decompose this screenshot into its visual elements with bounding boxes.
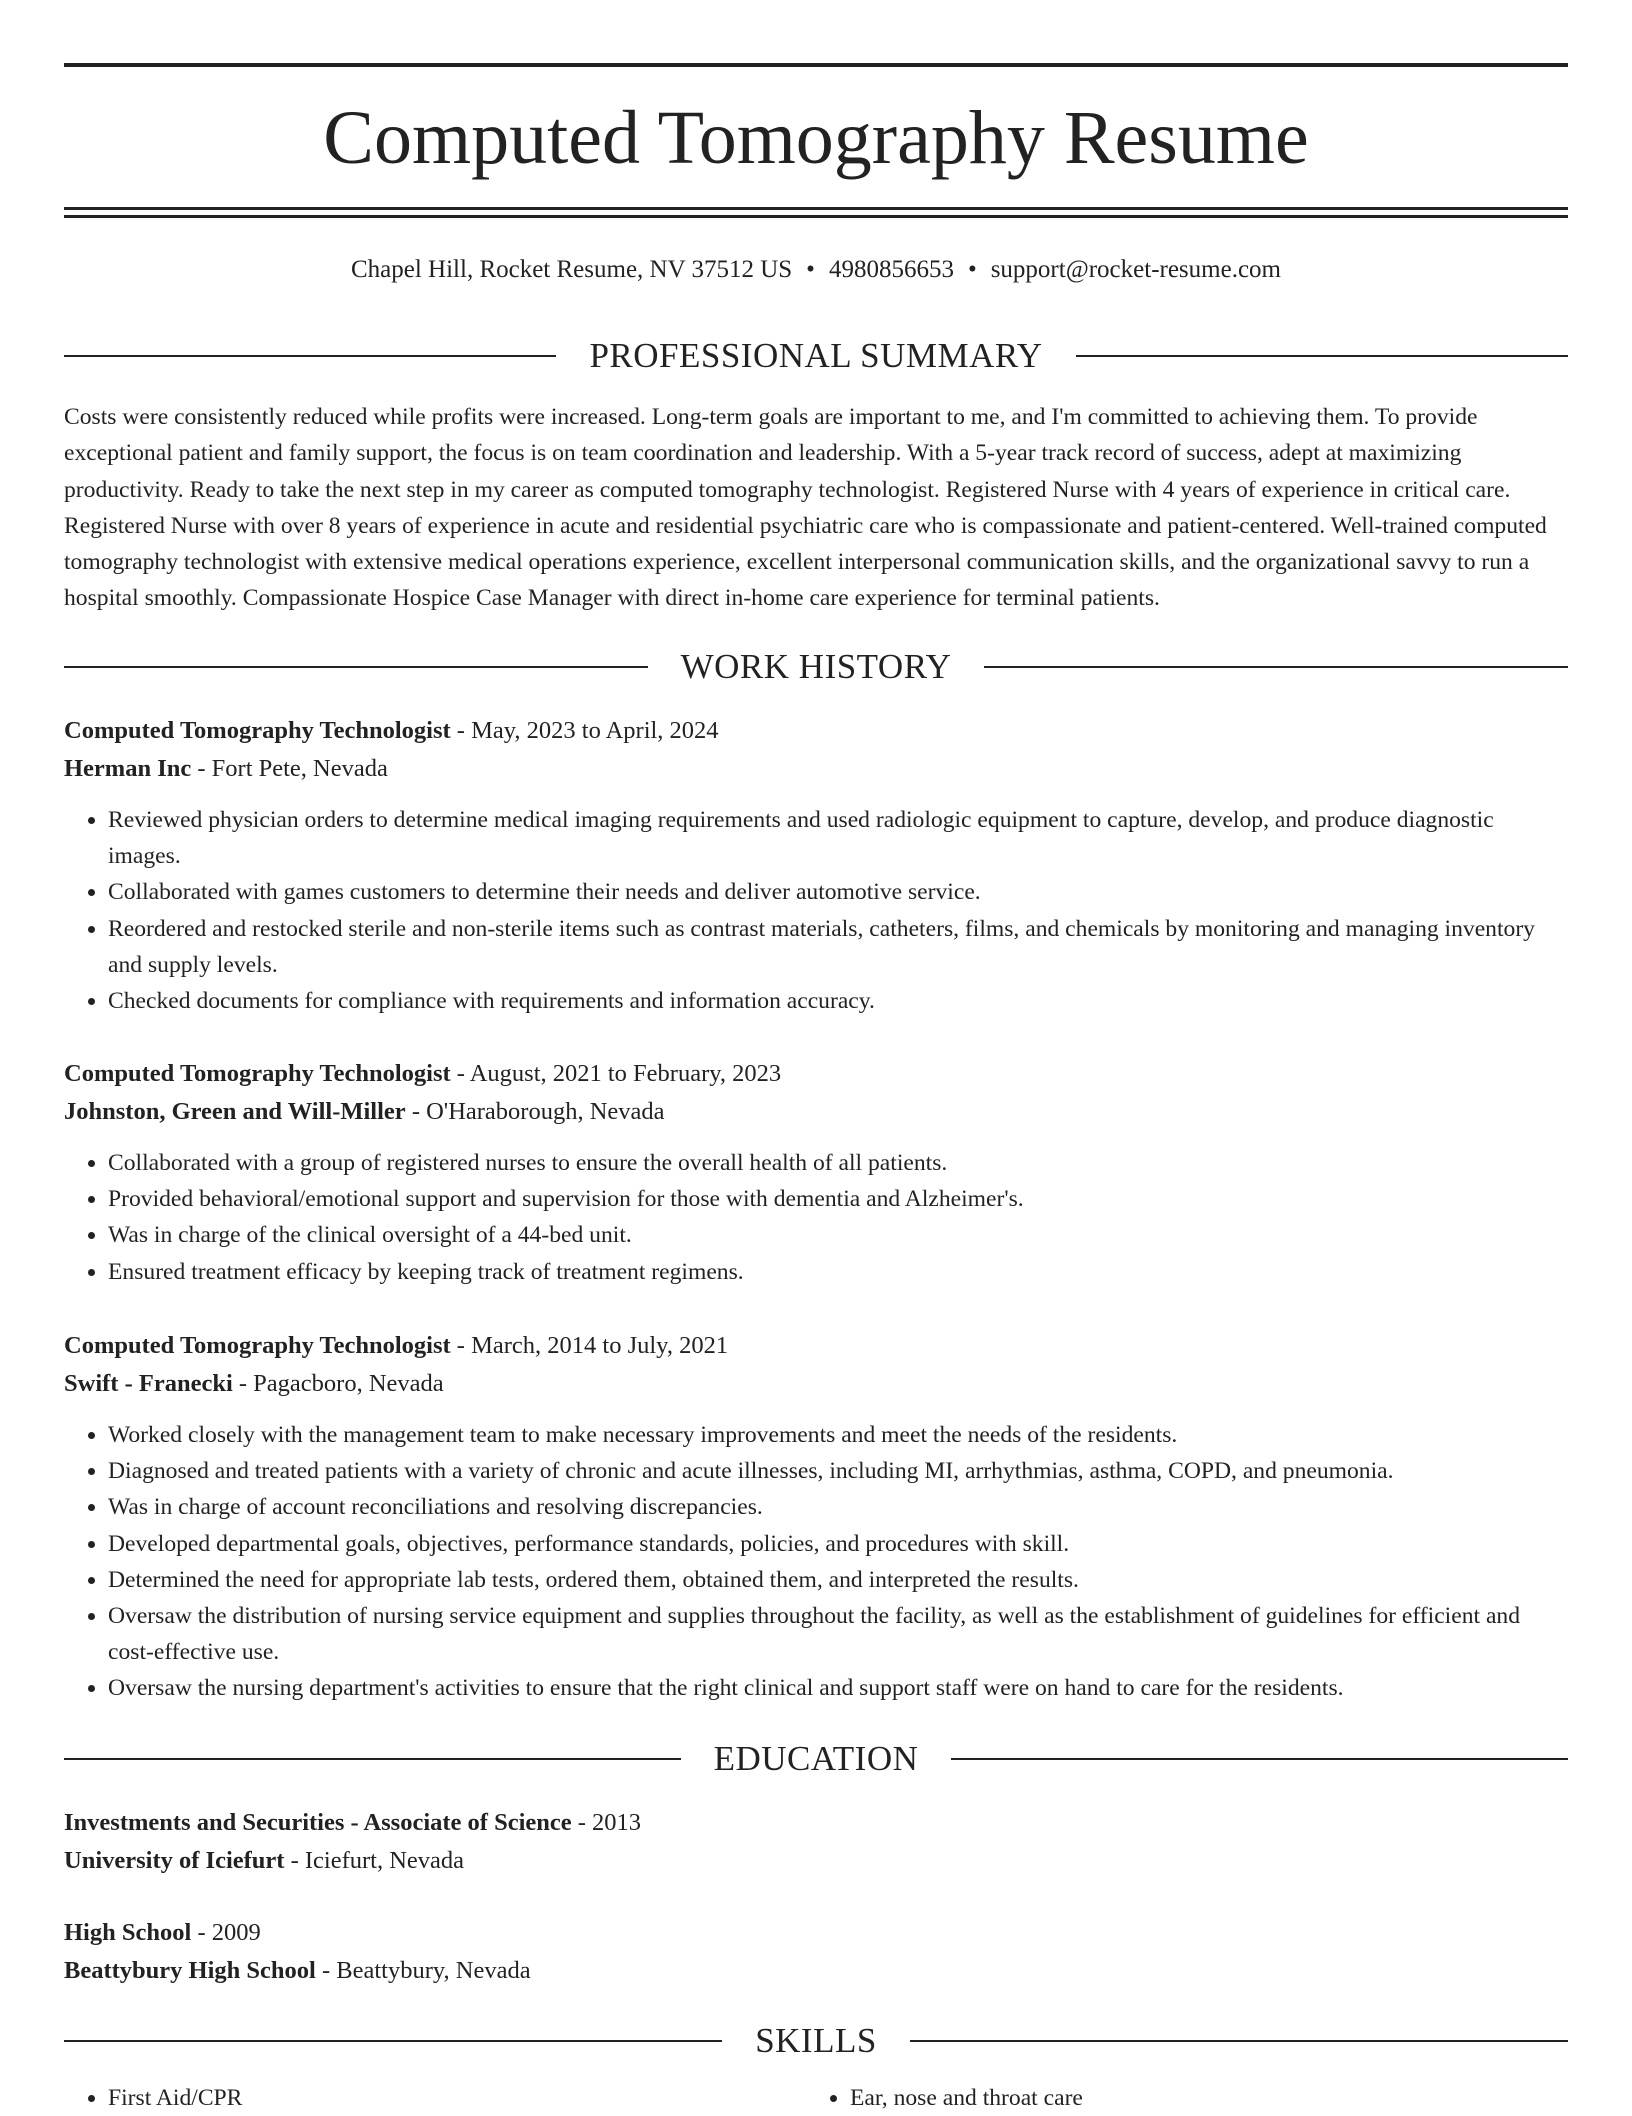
job-title-line xyxy=(64,712,1568,750)
heading-rule xyxy=(64,2040,722,2042)
job-entry xyxy=(64,712,1568,1019)
section-title: PROFESSIONAL SUMMARY xyxy=(589,336,1043,375)
job-location: - Fort Pete, Nevada xyxy=(191,755,388,782)
job-bullet: • Collaborated with games customers to determine their needs and deliver automotive service. xyxy=(108,874,1568,910)
job-bullet: • Was in charge of account reconciliations and resolving discrepancies. xyxy=(108,1489,1568,1525)
contact-separator: • xyxy=(967,256,977,283)
work-history-heading xyxy=(64,645,1568,689)
job-title-line xyxy=(64,1327,1568,1365)
section-title: SKILLS xyxy=(755,2021,877,2060)
section-title: EDUCATION xyxy=(713,1739,919,1778)
education-heading xyxy=(64,1737,1568,1781)
job-entry xyxy=(64,1327,1568,1707)
title-double-rule xyxy=(64,207,1568,218)
heading-rule xyxy=(64,666,648,668)
skills-column-right xyxy=(806,2080,1548,2116)
job-bullet: • Oversaw the distribution of nursing service equipment and supplies throughout the facility, as well as the establishment of guidelines for efficient and cost-effective use. xyxy=(108,1598,1568,1670)
skills-list xyxy=(64,2080,1568,2116)
job-bullet: • Reviewed physician orders to determine medical imaging requirements and used radiologic equipment to capture, develop, and produce diagnostic images. xyxy=(108,802,1568,874)
contact-phone: 4980856653 xyxy=(828,256,954,283)
contact-email: support@rocket-resume.com xyxy=(990,256,1281,283)
job-title: Computed Tomography Technologist xyxy=(64,1332,451,1359)
job-bullet: • Was in charge of the clinical oversight of a 44-bed unit. xyxy=(108,1217,1568,1253)
job-company-line xyxy=(64,1365,1568,1403)
education-school-line xyxy=(64,1952,1568,1990)
job-bullet: • Diagnosed and treated patients with a variety of chronic and acute illnesses, including MI, arrhythmias, asthma, COPD, and pneumonia. xyxy=(108,1453,1568,1489)
job-bullet: • Reordered and restocked sterile and non-sterile items such as contrast materials, catheters, films, and chemicals by monitoring and managing inventory and supply levels. xyxy=(108,911,1568,983)
job-bullets xyxy=(64,1145,1568,1290)
heading-rule xyxy=(1076,355,1568,357)
job-bullet: • Oversaw the nursing department's activities to ensure that the right clinical and support staff were on hand to care for the residents. xyxy=(108,1670,1568,1706)
contact-separator: • xyxy=(806,256,815,283)
heading-rule xyxy=(910,2040,1568,2042)
job-bullet: • Developed departmental goals, objectives, performance standards, policies, and procedures with skill. xyxy=(108,1526,1568,1562)
summary-heading xyxy=(64,334,1568,378)
job-company-line xyxy=(64,750,1568,788)
job-bullets xyxy=(64,802,1568,1019)
job-bullet: • Determined the need for appropriate lab tests, ordered them, obtained them, and interpreted the results. xyxy=(108,1562,1568,1598)
resume-title: Computed Tomography Resume xyxy=(323,96,1309,180)
contact-address: Chapel Hill, Rocket Resume, NV 37512 US xyxy=(350,256,793,283)
skills-heading xyxy=(64,2019,1568,2063)
skill-item: • First Aid/CPR xyxy=(108,2080,806,2116)
job-bullets xyxy=(64,1417,1568,1707)
education-degree-line xyxy=(64,1804,1568,1842)
job-bullet: • Checked documents for compliance with requirements and information accuracy. xyxy=(108,983,1568,1019)
job-title-line xyxy=(64,1055,1568,1093)
job-dates: - March, 2014 to July, 2021 xyxy=(450,1332,729,1359)
education-school: Beattybury High School xyxy=(64,1957,316,1984)
job-location: - Pagacboro, Nevada xyxy=(232,1370,444,1397)
skill-item: • Ear, nose and throat care xyxy=(850,2080,1548,2116)
education-degree: Investments and Securities - Associate of Science xyxy=(64,1809,572,1836)
heading-rule xyxy=(64,355,556,357)
education-school: University of Iciefurt xyxy=(64,1847,285,1874)
job-bullet: • Ensured treatment efficacy by keeping track of treatment regimens. xyxy=(108,1254,1568,1290)
summary-text: Costs were consistently reduced while profits were increased. Long-term goals are important to me, and I'm committed to achieving them. To provide exceptional patient and family support, the focus is on team coordination and leadership. With a 5-year track record of success, adept at maximizing productivity. Ready to take the next step in my career as computed tomography technologist. Registered Nurse with 4 years of experience in critical care. Registered Nurse with over 8 years of experience in acute and residential psychiatric care who is compassionate and patient-centered. Well-trained computed tomography technologist with extensive medical operations experience, excellent interpersonal communication skills, and the organizational savvy to run a hospital smoothly. Compassionate Hospice Case Manager with direct in-home care experience for terminal patients. xyxy=(64,404,1547,612)
job-company: Swift - Franecki xyxy=(64,1370,233,1397)
education-location: - Iciefurt, Nevada xyxy=(284,1847,465,1874)
education-school-line xyxy=(64,1842,1568,1880)
job-bullet: • Provided behavioral/emotional support and supervision for those with dementia and Alzheimer's. xyxy=(108,1181,1568,1217)
heading-rule xyxy=(984,666,1568,668)
job-title: Computed Tomography Technologist xyxy=(64,717,451,744)
education-degree: High School xyxy=(64,1919,192,1946)
top-rule xyxy=(64,63,1568,67)
education-entry xyxy=(64,1914,1568,1990)
job-dates: - August, 2021 to February, 2023 xyxy=(450,1060,782,1087)
job-location: - O'Haraborough, Nevada xyxy=(405,1098,665,1125)
section-title: WORK HISTORY xyxy=(680,647,952,686)
education-location: - Beattybury, Nevada xyxy=(315,1957,531,1984)
heading-rule xyxy=(64,1758,681,1760)
education-year: - 2013 xyxy=(571,1809,642,1836)
job-company: Herman Inc xyxy=(64,755,192,782)
contact-line xyxy=(64,252,1568,288)
job-bullet: • Worked closely with the management team to make necessary improvements and meet the needs of the residents. xyxy=(108,1417,1568,1453)
job-dates: - May, 2023 to April, 2024 xyxy=(450,717,719,744)
job-company-line xyxy=(64,1093,1568,1131)
education-degree-line xyxy=(64,1914,1568,1952)
job-bullet: • Collaborated with a group of registered nurses to ensure the overall health of all patients. xyxy=(108,1145,1568,1181)
heading-rule xyxy=(951,1758,1568,1760)
job-company: Johnston, Green and Will-Miller xyxy=(64,1098,406,1125)
skills-column-left xyxy=(64,2080,806,2116)
job-entry xyxy=(64,1055,1568,1290)
education-entry xyxy=(64,1804,1568,1880)
education-year: - 2009 xyxy=(191,1919,261,1946)
job-title: Computed Tomography Technologist xyxy=(64,1060,451,1087)
